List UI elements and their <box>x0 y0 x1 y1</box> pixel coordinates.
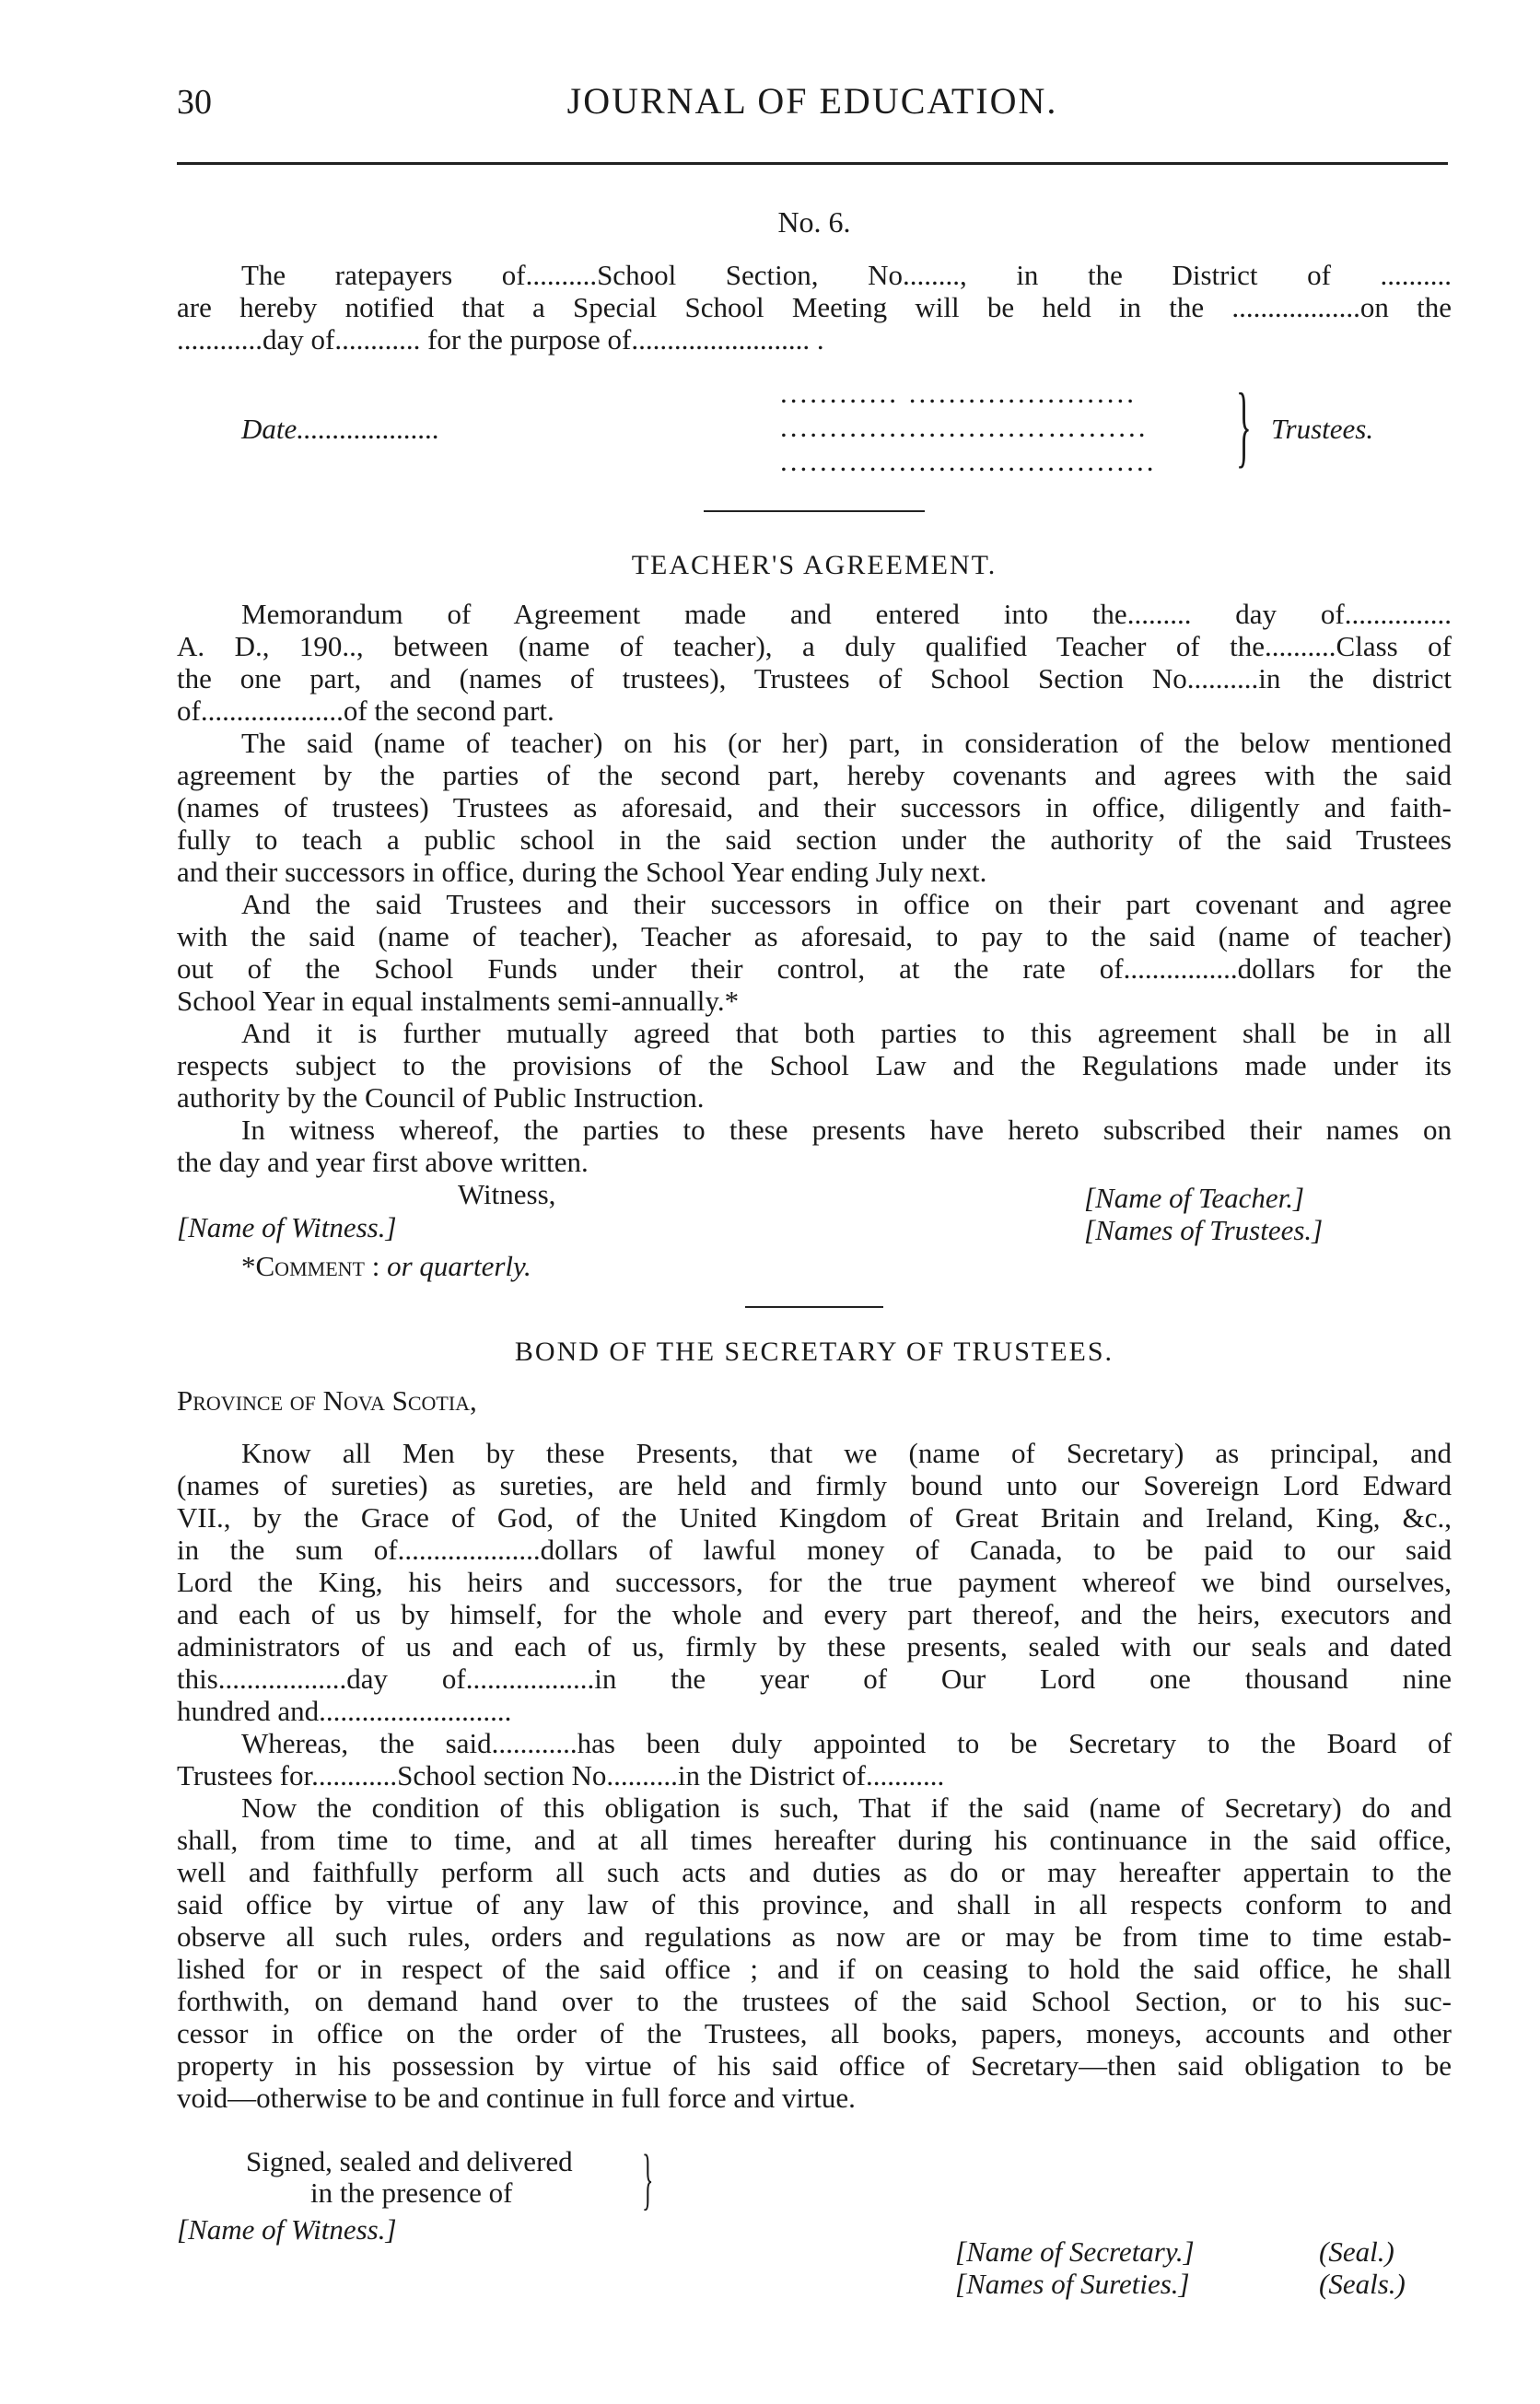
text-line: authority by the Council of Public Instruction. <box>177 1081 705 1114</box>
text-line: The said (name of teacher) on his (or her) part, in consideration of the below mentioned <box>241 727 1452 759</box>
date-line: Date.................... <box>241 413 440 445</box>
witness-label: Witness, <box>458 1178 556 1210</box>
trustee-line: ............ ....................... <box>780 377 1137 409</box>
trustees-names-placeholder: [Names of Trustees.] <box>1084 1214 1324 1246</box>
agreement-paragraph-3 <box>177 888 1452 1017</box>
agreement-paragraph-1 <box>177 598 1452 727</box>
text-line: Now the condition of this obligation is such, That if the said (name of Secretary) do and <box>241 1791 1452 1824</box>
page-content <box>177 206 1452 2309</box>
teacher-trustee-names <box>1084 1182 1323 1246</box>
section-divider <box>704 510 925 512</box>
comment-footnote <box>241 1250 1452 1282</box>
text-line: lished for or in respect of the said office ; and if on ceasing to hold the said office, he shall <box>177 1953 1452 1985</box>
notice-line: The ratepayers of..........School Section, No........, in the District of .......... <box>241 259 1452 291</box>
trustee-lines <box>780 376 1241 478</box>
text-line: School Year in equal instalments semi-annually.* <box>177 985 740 1017</box>
text-line: VII., by the Grace of God, of the United Kingdom of Great Britain and Ireland, King, &c., <box>177 1501 1452 1534</box>
sureties-names-placeholder: [Names of Sureties.] <box>955 2268 1190 2300</box>
brace: } <box>1236 374 1252 476</box>
comment-text: or quarterly. <box>387 1250 531 1282</box>
text-line: In witness whereof, the parties to these presents have hereto subscribed their names on <box>241 1114 1452 1146</box>
form-number: No. 6. <box>777 205 851 239</box>
text-line: this..................day of..................in the year of Our Lord one thousand nine <box>177 1663 1452 1695</box>
witness-name-placeholder: [Name of Witness.] <box>177 2213 397 2246</box>
seal-label: (Seal.) <box>1319 2235 1394 2268</box>
text-line: And the said Trustees and their successors in office on their part covenant and agree <box>241 888 1452 920</box>
text-line: the one part, and (names of trustees), Trustees of School Section No..........in the district <box>177 662 1452 694</box>
witness-name-placeholder: [Name of Witness.] <box>177 1211 397 1243</box>
text-line: with the said (name of teacher), Teacher as aforesaid, to pay to the said (name of teacher) <box>177 920 1452 952</box>
text-line: Know all Men by these Presents, that we (name of Secretary) as principal, and <box>241 1437 1452 1469</box>
text-line: agreement by the parties of the second part, hereby covenants and agrees with the said <box>177 759 1452 791</box>
text-line: observe all such rules, orders and regulations as now are or may be from time to time estab- <box>177 1920 1452 1953</box>
text-line: (names of sureties) as sureties, are held and firmly bound unto our Sovereign Lord Edward <box>177 1469 1452 1501</box>
notice-line: are hereby notified that a Special School Meeting will be held in the ..................on the <box>177 291 1452 323</box>
text-line: Memorandum of Agreement made and entered into the......... day of............... <box>241 598 1452 630</box>
bond-signature-block <box>177 2141 1452 2309</box>
seals-label: (Seals.) <box>1319 2268 1406 2300</box>
agreement-title: TEACHER'S AGREEMENT. <box>631 550 998 580</box>
text-line: in the sum of....................dollars of lawful money of Canada, to be paid to our said <box>177 1534 1452 1566</box>
text-line: property in his possession by virtue of his said office of Secretary—then said obligation to be <box>177 2049 1452 2082</box>
text-line: well and faithfully perform all such acts and duties as do or may hereafter appertain to the <box>177 1856 1452 1888</box>
bond-paragraph-2 <box>177 1727 1452 1791</box>
text-line: said office by virtue of any law of this province, and shall in all respects conform to and <box>177 1888 1452 1920</box>
province-heading: Province of Nova Scotia, <box>177 1384 477 1417</box>
agreement-paragraph-4 <box>177 1017 1452 1114</box>
text-line: fully to teach a public school in the said section under the authority of the said Trustees <box>177 823 1452 856</box>
header-rule <box>177 162 1448 165</box>
brace: } <box>642 2141 654 2217</box>
secretary-name-placeholder: [Name of Secretary.] <box>955 2235 1195 2268</box>
text-line: hundred and........................... <box>177 1695 512 1727</box>
text-line: administrators of us and each of us, firmly by these presents, sealed with our seals and dated <box>177 1630 1452 1663</box>
trustees-label: Trustees. <box>1271 413 1374 445</box>
text-line: and their successors in office, during the School Year ending July next. <box>177 856 987 888</box>
bond-paragraph-3 <box>177 1791 1452 2114</box>
trustee-line: ...................................... <box>780 445 1157 477</box>
signed-line: Signed, sealed and delivered <box>246 2145 573 2177</box>
text-line: (names of trustees) Trustees as aforesaid, and their successors in office, diligently and faith- <box>177 791 1452 823</box>
comment-label: *Comment : <box>241 1250 380 1282</box>
text-line: of....................of the second part. <box>177 694 554 727</box>
text-line: and each of us by himself, for the whole and every part thereof, and the heirs, executors and <box>177 1598 1452 1630</box>
bond-title: BOND OF THE SECRETARY OF TRUSTEES. <box>514 1336 1114 1367</box>
text-line: Whereas, the said............has been duly appointed to be Secretary to the Board of <box>241 1727 1452 1759</box>
presence-line: in the presence of <box>310 2176 513 2209</box>
text-line: forthwith, on demand hand over to the trustees of the said School Section, or to his suc- <box>177 1985 1452 2017</box>
section-divider <box>745 1306 883 1308</box>
agreement-paragraph-2 <box>177 727 1452 888</box>
text-line: shall, from time to time, and at all times hereafter during his continuance in the said office, <box>177 1824 1452 1856</box>
text-line: And it is further mutually agreed that both parties to this agreement shall be in all <box>241 1017 1452 1049</box>
text-line: void—otherwise to be and continue in full force and virtue. <box>177 2082 856 2114</box>
page-header <box>177 81 1448 136</box>
notice-line: ............day of............ for the purpose of......................... . <box>177 323 824 356</box>
bond-paragraph-1 <box>177 1437 1452 1727</box>
text-line: A. D., 190.., between (name of teacher), a duly qualified Teacher of the..........Class of <box>177 630 1452 662</box>
text-line: cessor in office on the order of the Trustees, all books, papers, moneys, accounts and other <box>177 2017 1452 2049</box>
text-line: out of the School Funds under their control, at the rate of................dollars for the <box>177 952 1452 985</box>
trustee-line: ...........................…....... <box>780 411 1149 443</box>
journal-title: JOURNAL OF EDUCATION. <box>566 80 1058 122</box>
text-line: the day and year first above written. <box>177 1146 589 1178</box>
trustee-signature-block <box>177 376 1452 479</box>
text-line: Trustees for............School section No..........in the District of........... <box>177 1759 945 1791</box>
page-number: 30 <box>177 83 212 122</box>
text-line: respects subject to the provisions of the School Law and the Regulations made under its <box>177 1049 1452 1081</box>
teacher-name-placeholder: [Name of Teacher.] <box>1084 1182 1305 1214</box>
agreement-signatures <box>177 1178 1452 1246</box>
text-line: Lord the King, his heirs and successors, for the true payment whereof we bind ourselves, <box>177 1566 1452 1598</box>
agreement-paragraph-5 <box>177 1114 1452 1178</box>
